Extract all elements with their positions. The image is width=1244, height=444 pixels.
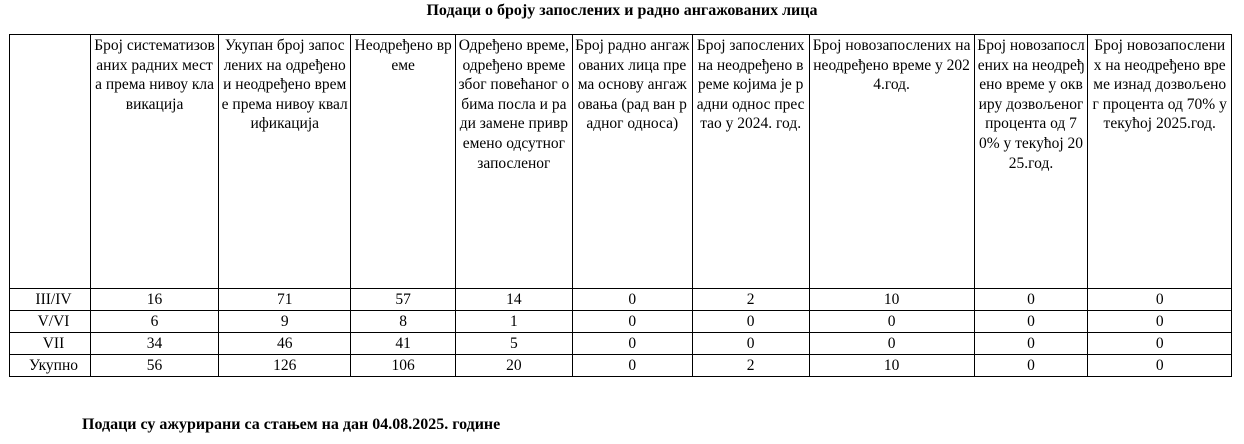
table-cell: 2 (692, 289, 809, 311)
header-cell-total-employees: Укупан број запослених на одређено и неодређено време према нивоу квалификација (219, 35, 351, 289)
table-cell: 0 (572, 333, 692, 355)
table-cell: 0 (572, 311, 692, 333)
table-cell: 71 (219, 289, 351, 311)
header-cell-level (10, 35, 91, 289)
row-label: VII (10, 333, 91, 355)
table-cell: 20 (455, 355, 572, 377)
table-cell: 0 (1088, 289, 1232, 311)
table-cell: 0 (809, 333, 974, 355)
header-cell-terminated-2024: Број запослених на неодређено време којима је радни однос престао у 2024. год. (692, 35, 809, 289)
table-row (10, 311, 1232, 333)
table-cell: 0 (692, 311, 809, 333)
header-cell-systematized: Број систематизованих радних места према нивоу клавикација (90, 35, 218, 289)
table-cell: 0 (572, 355, 692, 377)
table-cell: 126 (219, 355, 351, 377)
page-title: Подаци о броју запослених и радно ангажованих лица (426, 2, 818, 19)
table-cell: 0 (1088, 311, 1232, 333)
table-cell: 9 (219, 311, 351, 333)
header-cell-new-hires-2024: Број новозапослених на неодређено време у 2024.год. (809, 35, 974, 289)
table-cell: 0 (974, 333, 1088, 355)
table-cell: 0 (974, 289, 1088, 311)
table-header-row (10, 35, 1232, 289)
table-cell: 0 (974, 311, 1088, 333)
header-cell-indefinite: Неодређено време (351, 35, 456, 289)
row-label: V/VI (10, 311, 91, 333)
table-row (10, 333, 1232, 355)
employee-data-table (9, 34, 1232, 377)
table-cell: 34 (90, 333, 218, 355)
table-cell: 0 (809, 311, 974, 333)
table-cell: 0 (974, 355, 1088, 377)
header-cell-new-hires-above-70: Број новозапослених на неодређено време изнад дозвољеног процента од 70% у текућој 2025.год. (1088, 35, 1232, 289)
table-cell: 2 (692, 355, 809, 377)
row-label: Укупно (10, 355, 91, 377)
table-cell: 6 (90, 311, 218, 333)
table-cell: 0 (692, 333, 809, 355)
header-cell-fixed-term: Одређено време, одређено време због повећаног обима посла и ради замене привремено одсутног запосленог (455, 35, 572, 289)
table-cell: 10 (809, 355, 974, 377)
table-cell: 10 (809, 289, 974, 311)
table-cell: 0 (572, 289, 692, 311)
row-label: III/IV (10, 289, 91, 311)
table-cell: 56 (90, 355, 218, 377)
table-cell: 16 (90, 289, 218, 311)
header-cell-engaged: Број радно ангажованих лица према основу ангажовања (рад ван радног односа) (572, 35, 692, 289)
header-cell-new-hires-within-70: Број новозапослених на неодређено време у оквиру дозвољеног процента од 70% у текућој 2025.год. (974, 35, 1088, 289)
table-cell: 8 (351, 311, 456, 333)
table-row-total (10, 355, 1232, 377)
table-cell: 41 (351, 333, 456, 355)
update-date-note: Подаци су ажурирани са стањем на дан 04.08.2025. године (82, 416, 501, 433)
table-cell: 1 (455, 311, 572, 333)
table-cell: 46 (219, 333, 351, 355)
table-cell: 57 (351, 289, 456, 311)
table-cell: 0 (1088, 355, 1232, 377)
table-row (10, 289, 1232, 311)
table-cell: 14 (455, 289, 572, 311)
table-cell: 0 (1088, 333, 1232, 355)
table-cell: 5 (455, 333, 572, 355)
table-cell: 106 (351, 355, 456, 377)
